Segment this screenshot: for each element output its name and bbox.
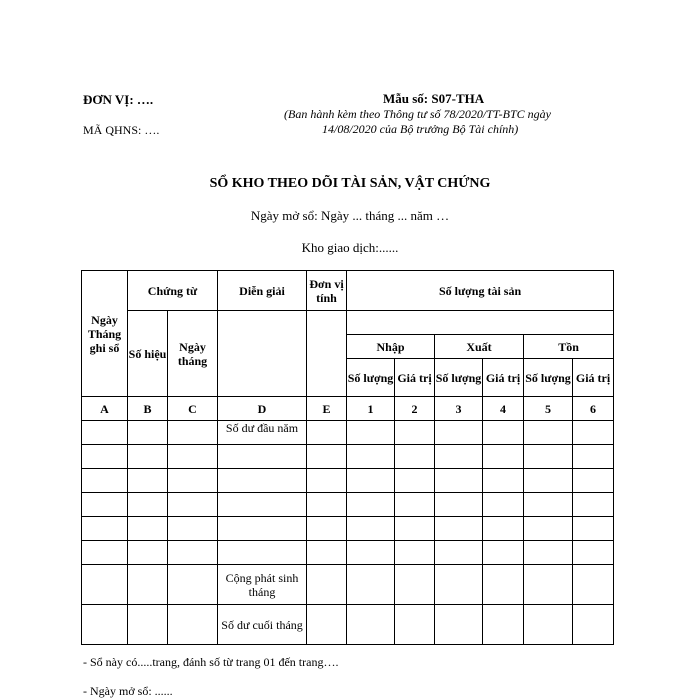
header-stock-value: Giá trị xyxy=(573,359,614,397)
table-row xyxy=(82,517,614,541)
issued-by-line-2: 14/08/2020 của Bộ trưởng Bộ Tài chính) xyxy=(322,122,519,136)
header-out-value: Giá trị xyxy=(483,359,524,397)
monthly-total-label: Cộng phát sinh tháng xyxy=(218,565,307,605)
open-date-line: Ngày mở sổ: Ngày ... tháng ... năm … xyxy=(250,208,450,223)
table-row-opening-balance xyxy=(82,421,614,445)
column-code: 4 xyxy=(483,397,524,421)
column-code: 1 xyxy=(347,397,395,421)
header-in-value: Giá trị xyxy=(395,359,435,397)
open-date-note: - Ngày mở sổ: ...... xyxy=(83,684,173,698)
header-description: Diễn giải xyxy=(218,271,307,311)
header-voucher: Chứng từ xyxy=(128,271,218,311)
qhns-label: MÃ QHNS: …. xyxy=(83,123,160,137)
header-in: Nhập xyxy=(347,335,435,359)
column-code: 6 xyxy=(573,397,614,421)
ledger-table xyxy=(81,270,614,645)
form-number: Mẫu số: S07-THA xyxy=(383,91,485,106)
header-quantity-blank xyxy=(347,311,614,335)
column-code: A xyxy=(82,397,128,421)
header-asset-quantity: Số lượng tài sản xyxy=(347,271,614,311)
opening-balance-label: Số dư đầu năm xyxy=(218,421,307,445)
page-count-note: - Sổ này có.....trang, đánh số từ trang 01 đến trang…. xyxy=(83,655,339,669)
table-row-monthly-total xyxy=(82,565,614,605)
header-out: Xuất xyxy=(435,335,524,359)
column-code-row xyxy=(82,397,614,421)
header-voucher-date: Ngày tháng xyxy=(168,311,218,397)
header-date-recorded: Ngày Tháng ghi sổ xyxy=(82,271,128,397)
table-row xyxy=(82,445,614,469)
column-code: C xyxy=(168,397,218,421)
column-code: D xyxy=(218,397,307,421)
unit-label: ĐƠN VỊ: …. xyxy=(83,92,154,107)
closing-balance-label: Số dư cuối tháng xyxy=(218,605,307,645)
table-row xyxy=(82,493,614,517)
header-description-blank xyxy=(218,311,307,397)
issued-by-line-1: (Ban hành kèm theo Thông tư số 78/2020/TT-BTC ngày xyxy=(284,107,551,121)
column-code: E xyxy=(307,397,347,421)
table-row xyxy=(82,469,614,493)
table-row-closing-balance xyxy=(82,605,614,645)
warehouse-line: Kho giao dịch:...... xyxy=(301,240,399,255)
header-in-quantity: Số lượng xyxy=(347,359,395,397)
column-code: B xyxy=(128,397,168,421)
column-code: 2 xyxy=(395,397,435,421)
header-stock-quantity: Số lượng xyxy=(524,359,573,397)
header-unit: Đơn vị tính xyxy=(307,271,347,311)
column-code: 3 xyxy=(435,397,483,421)
header-voucher-number: Số hiệu xyxy=(128,311,168,397)
table-row xyxy=(82,541,614,565)
column-code: 5 xyxy=(524,397,573,421)
header-unit-blank xyxy=(307,311,347,397)
header-stock: Tồn xyxy=(524,335,614,359)
header-out-quantity: Số lượng xyxy=(435,359,483,397)
document-title: SỔ KHO THEO DÕI TÀI SẢN, VẬT CHỨNG xyxy=(209,176,491,191)
